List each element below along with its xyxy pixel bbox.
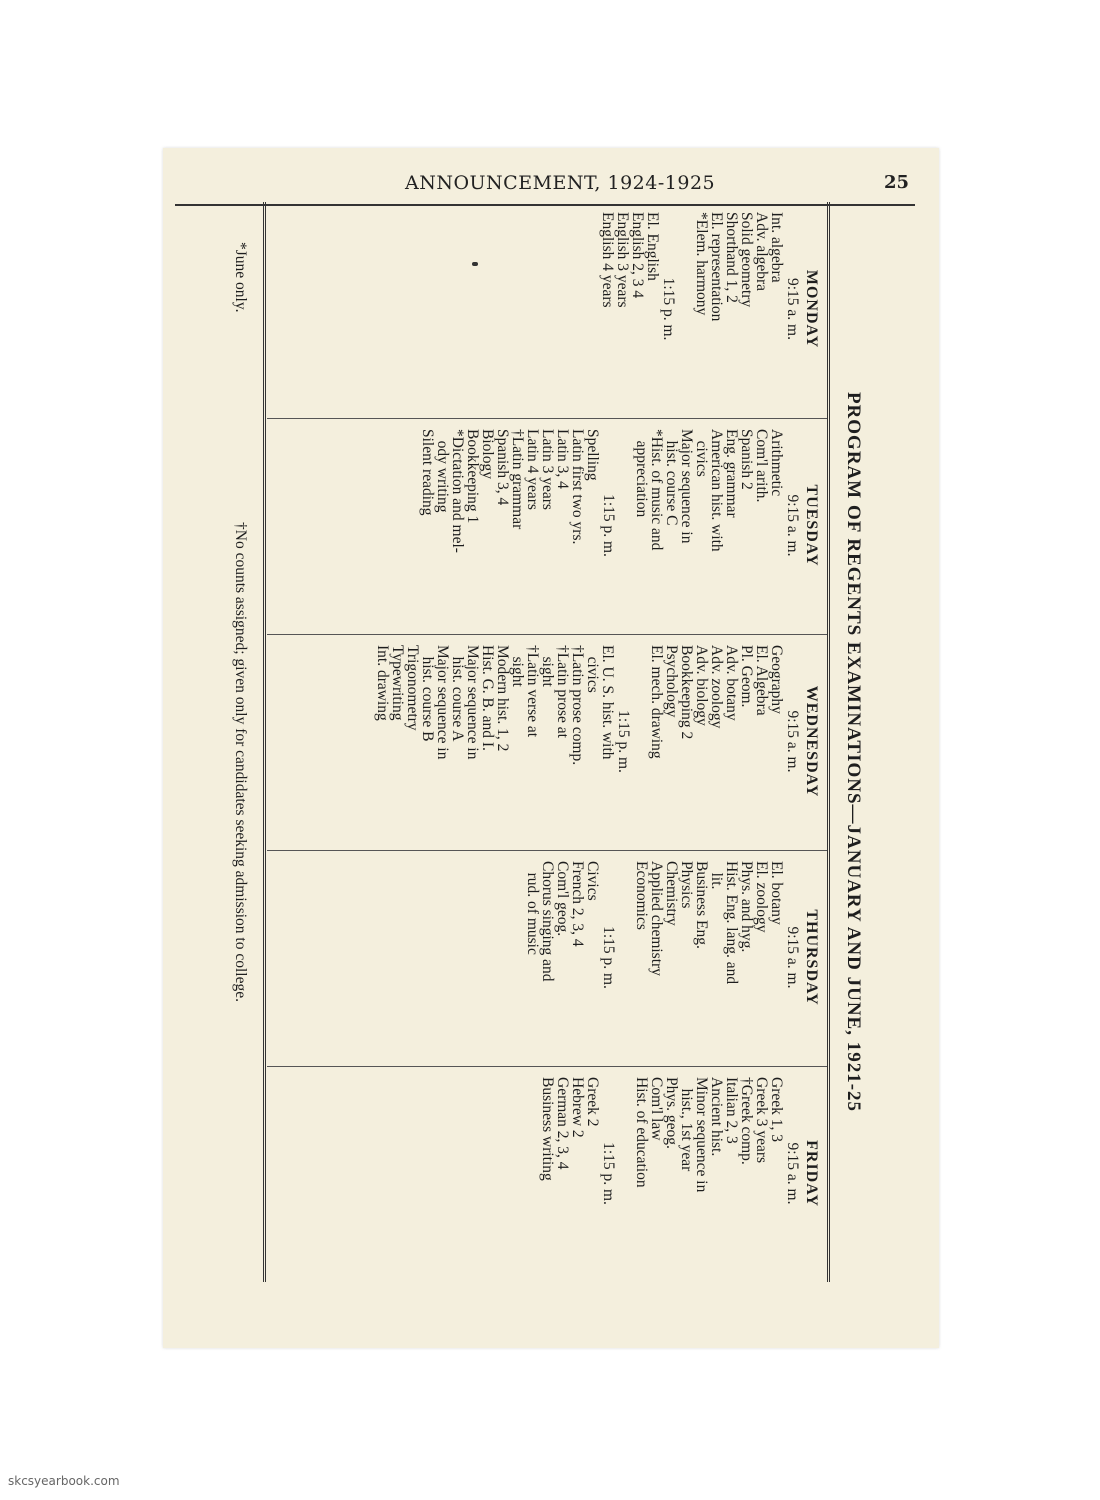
exam-subject: †Latin prose at (554, 645, 571, 738)
exam-subject: sight (539, 645, 556, 687)
exam-subject: Hebrew 2 (569, 1077, 586, 1138)
footnote-no-counts: †No counts assigned; given only for candidates seeking admission to college. (232, 522, 249, 1002)
exam-subject: Latin 3 years (539, 429, 556, 510)
exam-subject: sight (509, 645, 526, 687)
exam-subject: Trigonometry (404, 645, 421, 731)
exam-subject: hist. course B (419, 645, 436, 742)
exam-subject: Applied chemistry (648, 861, 665, 976)
afternoon-exams (375, 645, 615, 838)
exam-subject: Business Eng. (693, 861, 710, 949)
exam-subject: Modern hist. 1, 2 (494, 645, 511, 752)
exam-subject: Adv. zoology (708, 645, 725, 729)
footnote-june-only: *June only. (232, 242, 249, 313)
exam-subject: Chemistry (663, 861, 680, 926)
exam-subject: †Greek comp. (738, 1077, 755, 1165)
running-header (175, 166, 915, 202)
schedule-title: PROGRAM OF REGENTS EXAMINATIONS—JANUARY AND JUNE, 1921-25 (843, 391, 864, 1113)
morning-exams (649, 645, 784, 838)
day-column-thursday (267, 850, 827, 1066)
exam-subject: Major sequence in (464, 645, 481, 760)
exam-subject: †Latin grammar (509, 429, 526, 530)
exam-subject: Pl. Geom. (738, 645, 755, 708)
exam-subject: American hist. with (708, 429, 725, 552)
exam-subject: hist. course A (449, 645, 466, 742)
morning-time: 9:15 a. m. (784, 1142, 801, 1205)
exam-subject: Chorus singing and (539, 861, 556, 982)
exam-subject: Major sequence in (678, 429, 695, 544)
exam-subject: Greek 1, 3 (768, 1077, 785, 1142)
source-watermark: skcsyearbook.com (8, 1474, 120, 1488)
morning-time: 9:15 a. m. (784, 494, 801, 557)
exam-subject: hist. course C (663, 429, 680, 526)
day-column-wednesday (267, 634, 827, 850)
announcement-heading: ANNOUNCEMENT, 1924-1925 (405, 172, 716, 194)
exam-subject: Int. drawing (374, 645, 391, 721)
ink-speck (472, 262, 478, 266)
afternoon-time: 1:15 p. m. (615, 710, 632, 773)
exam-subject: Psychology (663, 645, 680, 718)
afternoon-time: 1:15 p. m. (660, 277, 677, 341)
schedule-table (267, 202, 830, 1282)
exam-subject: El. U. S. hist. with (599, 645, 616, 760)
exam-subject: ody writing (434, 429, 451, 513)
morning-time: 9:15 a. m. (784, 926, 801, 989)
exam-subject: *Hist. of music and (648, 429, 665, 551)
exam-subject: Adv. algebra (753, 212, 770, 292)
exam-subject: Hist. G. B. and I. (479, 645, 496, 751)
exam-subject: Com'l arith. (753, 429, 770, 503)
exam-subject: Phys. and hyg. (738, 861, 755, 953)
exam-subject: Arithmetic (768, 429, 785, 497)
afternoon-exams (540, 1077, 600, 1270)
exam-subject: lit. (708, 861, 725, 890)
exam-subject: Com'l law (648, 1077, 665, 1141)
exam-subject: Solid geometry (738, 212, 755, 308)
afternoon-time: 1:15 p. m. (600, 1142, 617, 1205)
exam-subject: Int. algebra (768, 212, 785, 283)
exam-subject: †Latin prose comp. (569, 645, 586, 766)
exam-subject: †Latin verse at (524, 645, 541, 738)
day-name: FRIDAY (803, 1140, 820, 1207)
exam-subject: El. botany (768, 861, 785, 925)
exam-subject: English 3 years (614, 212, 631, 308)
morning-exams (634, 429, 784, 622)
exam-subject: Greek 3 years (753, 1077, 770, 1164)
day-column-monday (267, 202, 827, 418)
exam-subject: appreciation (633, 429, 650, 518)
exam-schedule-rotated (228, 202, 868, 1302)
page-number: 25 (883, 172, 909, 193)
afternoon-time: 1:15 p. m. (600, 926, 617, 989)
exam-subject: Bookkeeping 2 (678, 645, 695, 740)
exam-subject: Adv. biology (693, 645, 710, 726)
exam-subject: English 2, 3 4 (629, 212, 646, 299)
exam-subject: *Dictation and mel- (449, 429, 466, 553)
afternoon-time: 1:15 p. m. (600, 494, 617, 557)
afternoon-exams (420, 429, 600, 622)
exam-subject: Silent reading (419, 429, 436, 516)
day-name: MONDAY (803, 269, 820, 349)
exam-subject: Physics (678, 861, 695, 909)
day-column-tuesday (267, 418, 827, 634)
day-name: TUESDAY (803, 484, 820, 567)
exam-subject: Hist. of education (633, 1077, 650, 1188)
exam-subject: rud. of music (524, 861, 541, 955)
footnotes (232, 202, 266, 1282)
exam-subject: French 2, 3, 4 (569, 861, 586, 947)
day-name: WEDNESDAY (803, 685, 820, 798)
afternoon-exams (600, 212, 660, 406)
day-column-friday (267, 1066, 827, 1282)
exam-subject: Ancient hist. (708, 1077, 725, 1157)
exam-subject: Biology (479, 429, 496, 479)
exam-subject: Hist. Eng. lang. and (723, 861, 740, 985)
exam-subject: civics (693, 429, 710, 477)
exam-subject: El. zoology (753, 861, 770, 933)
exam-subject: Bookkeeping 1 (464, 429, 481, 524)
day-name: THURSDAY (803, 909, 820, 1006)
exam-subject: Greek 2 (584, 1077, 601, 1127)
exam-subject: German 2, 3, 4 (554, 1077, 571, 1170)
exam-subject: Economics (633, 861, 650, 930)
exam-subject: El. Algebra (753, 645, 770, 716)
exam-subject: Adv. botany (723, 645, 740, 721)
morning-exams (634, 861, 784, 1054)
exam-subject: Shorthand 1, 2 (723, 212, 740, 303)
exam-subject: Latin first two yrs. (569, 429, 586, 545)
afternoon-exams (525, 861, 600, 1054)
exam-subject: El. representation (708, 212, 725, 322)
exam-subject: Major sequence in (434, 645, 451, 760)
exam-subject: Com'l geog. (554, 861, 571, 937)
exam-subject: El. English (644, 212, 661, 281)
morning-time: 9:15 a. m. (784, 278, 801, 340)
exam-subject: *Elem. harmony (693, 212, 710, 316)
exam-subject: Minor sequence in (693, 1077, 710, 1193)
morning-exams (694, 212, 784, 406)
exam-subject: Geography (768, 645, 785, 714)
exam-subject: Latin 3, 4 (554, 429, 571, 489)
exam-subject: Spelling (584, 429, 601, 481)
exam-subject: Italian 2, 3 (723, 1077, 740, 1144)
morning-time: 9:15 a. m. (784, 710, 801, 773)
exam-subject: Spanish 3, 4 (494, 429, 511, 506)
exam-subject: hist., 1st year (678, 1077, 695, 1172)
exam-subject: Spanish 2 (738, 429, 755, 490)
exam-subject: Civics (584, 861, 601, 901)
morning-exams (634, 1077, 784, 1270)
exam-subject: Latin 4 years (524, 429, 541, 510)
exam-subject: Phys. geog. (663, 1077, 680, 1149)
exam-subject: English 4 years (599, 212, 616, 308)
exam-subject: El. mech. drawing (648, 645, 665, 759)
exam-subject: Eng. grammar (723, 429, 740, 518)
exam-subject: Typewriting (389, 645, 406, 721)
exam-subject: Business writing (539, 1077, 556, 1181)
exam-subject: civics (584, 645, 601, 693)
